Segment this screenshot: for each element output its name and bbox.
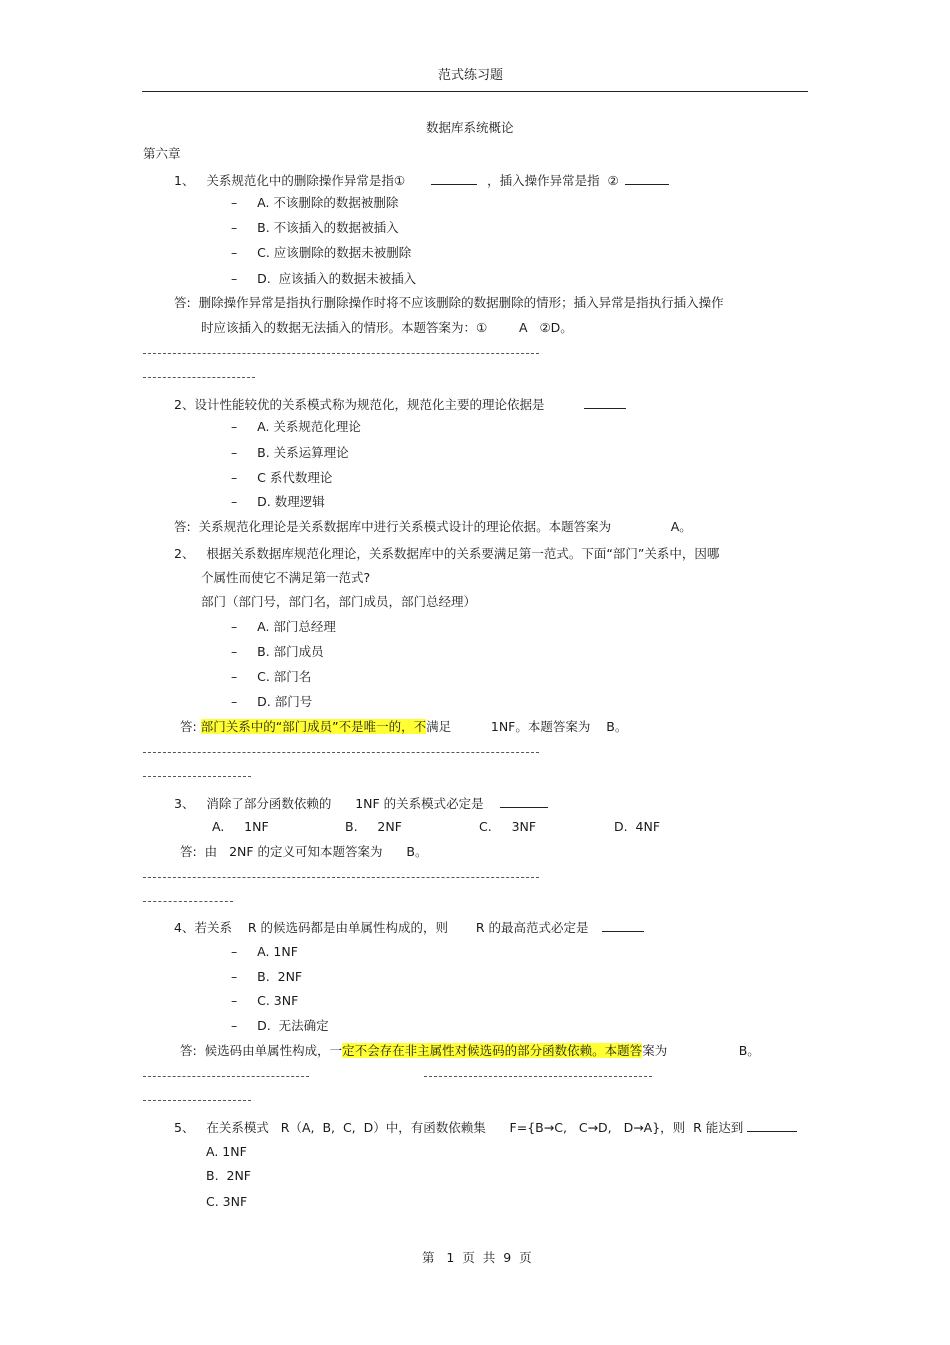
- separator-line: [143, 877, 539, 878]
- question-3-answer: 答: 由 2NF 的定义可知本题答案为 B。: [180, 844, 428, 859]
- question-2a-option: – C 系代数理论: [231, 470, 333, 485]
- question-2a-option: – B. 关系运算理论: [231, 445, 349, 460]
- question-1-answer: 答: 删除操作异常是指执行删除操作时将不应该删除的数据删除的情形；插入异常是指执行插入操作: [174, 295, 724, 310]
- question-4: 4、若关系 R 的候选码都是由单属性构成的，则 R 的最高范式必定是: [174, 919, 644, 936]
- question-2b-answer: 答: 部门关系中的“部门成员”不是唯一的，不满足 1NF。本题答案为 B。: [180, 719, 628, 734]
- question-4-answer: 答: 候选码由单属性构成，一定不会存在非主属性对候选码的部分函数依赖。本题答案为 B。: [180, 1043, 760, 1058]
- question-3-option-c: C. 3NF: [479, 819, 537, 834]
- question-1: [174, 172, 669, 189]
- document-title: 数据库系统概论: [426, 120, 514, 135]
- separator-line: [143, 1076, 309, 1077]
- question-5-option: A. 1NF: [206, 1144, 247, 1159]
- question-2a-option: – A. 关系规范化理论: [231, 419, 361, 434]
- question-1-answer-cont: 时应该插入的数据无法插入的情形。本题答案为：① A ②D。: [201, 320, 573, 335]
- question-2a: 2、设计性能较优的关系模式称为规范化，规范化主要的理论依据是: [174, 396, 626, 413]
- answer-blank: [625, 172, 669, 185]
- question-1-option: – B. 不该插入的数据被插入: [231, 220, 399, 235]
- header-rule: [142, 91, 808, 92]
- question-1-prefix: 1、 关系规范化中的删除操作异常是指①: [174, 173, 406, 188]
- separator-line: [143, 901, 233, 902]
- question-4-option: – D. 无法确定: [231, 1018, 329, 1033]
- relation-schema: 部门（部门号，部门名，部门成员，部门总经理）: [201, 594, 477, 609]
- question-2b-option: – A. 部门总经理: [231, 619, 336, 634]
- question-2a-answer: 答: 关系规范化理论是关系数据库中进行关系模式设计的理论依据。本题答案为 A。: [174, 519, 692, 534]
- question-5-option: B. 2NF: [206, 1168, 251, 1183]
- page-number-footer: 第 1 页 共 9 页: [422, 1250, 532, 1265]
- question-2b-cont: 个属性而使它不满足第一范式?: [201, 570, 371, 585]
- question-2b-option: – C. 部门名: [231, 669, 312, 684]
- answer-blank: [500, 795, 548, 808]
- separator-line: [143, 776, 251, 777]
- highlighted-text: 部门关系中的“部门成员”不是唯一的，不: [200, 719, 427, 734]
- question-3-option-b: B. 2NF: [345, 819, 402, 834]
- question-2b: 2、 根据关系数据库规范化理论，关系数据库中的关系要满足第一范式。下面“部门”关系中，因哪: [174, 546, 720, 561]
- question-4-option: – B. 2NF: [231, 969, 303, 984]
- question-1-option: – C. 应该删除的数据未被删除: [231, 245, 412, 260]
- question-4-option: – A. 1NF: [231, 944, 298, 959]
- separator-line: [143, 377, 255, 378]
- question-1-option: – D. 应该插入的数据未被插入: [231, 271, 417, 286]
- question-1-mid: ，插入操作异常是指 ②: [487, 173, 619, 188]
- answer-blank: [431, 172, 477, 185]
- question-5-option: C. 3NF: [206, 1194, 248, 1209]
- question-4-option: – C. 3NF: [231, 993, 299, 1008]
- separator-line: [143, 752, 539, 753]
- question-5: 5、 在关系模式 R（A, B, C, D）中，有函数依赖集 F={B→C, C→D, D→A}，则 R 能达到: [174, 1119, 797, 1136]
- question-3: 3、 消除了部分函数依赖的 1NF 的关系模式必定是: [174, 795, 548, 812]
- chapter-label: 第六章: [143, 146, 181, 161]
- question-3-option-a: A. 1NF: [212, 819, 269, 834]
- highlighted-text: 定不会存在非主属性对候选码的部分函数依赖。本题答: [342, 1043, 643, 1058]
- question-1-option: – A. 不该删除的数据被删除: [231, 195, 399, 210]
- separator-line: [143, 353, 539, 354]
- page-header-title: 范式练习题: [438, 68, 504, 83]
- question-3-option-d: D. 4NF: [614, 819, 661, 834]
- answer-blank: [747, 1119, 797, 1132]
- question-2b-option: – B. 部门成员: [231, 644, 324, 659]
- answer-blank: [584, 396, 626, 409]
- question-2a-option: – D. 数理逻辑: [231, 494, 325, 509]
- separator-line: [424, 1076, 652, 1077]
- separator-line: [143, 1100, 251, 1101]
- answer-blank: [602, 919, 644, 932]
- question-2b-option: – D. 部门号: [231, 694, 313, 709]
